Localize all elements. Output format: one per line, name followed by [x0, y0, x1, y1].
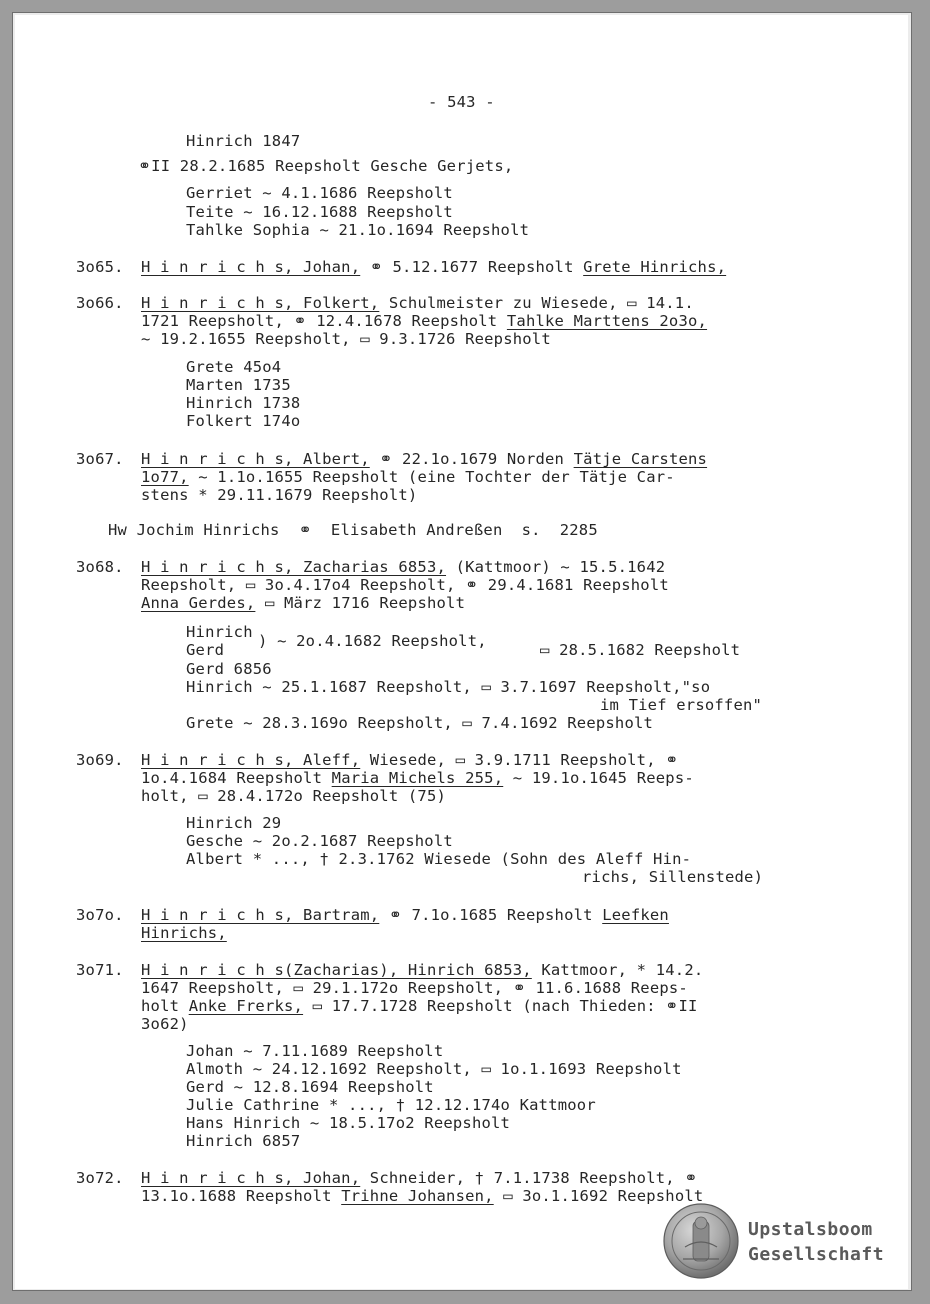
entry-3071-line2: 1647 Reepsholt, ▭ 29.1.172o Reepsholt, ⚭ 11.6.1688 Reeps- [141, 979, 688, 997]
child-line: Johan ~ 7.11.1689 Reepsholt [186, 1042, 444, 1060]
spouse-name: Leefken [602, 906, 669, 924]
child-line: Gesche ~ 2o.2.1687 Reepsholt [186, 832, 453, 850]
entry-number: 3o65. [76, 258, 124, 276]
hw-line: Hw Jochim Hinrichs ⚭ Elisabeth Andreßen s. 2285 [108, 521, 598, 539]
child-line: Hans Hinrich ~ 18.5.17o2 Reepsholt [186, 1114, 511, 1132]
person-name: H i n r i c h s, Johan, [141, 258, 361, 276]
entry-3066-line2: 1721 Reepsholt, ⚭ 12.4.1678 Reepsholt Tahlke Marttens 2o3o, [141, 312, 708, 330]
entry-number: 3o71. [76, 961, 124, 979]
entry-3069-line3: holt, ▭ 28.4.172o Reepsholt (75) [141, 787, 447, 805]
entry-3070-line1: H i n r i c h s, Bartram, ⚭ 7.1o.1685 Reepsholt Leefken [141, 906, 669, 924]
logo-text-line2: Gesellschaft [748, 1244, 885, 1265]
entry-3071-line3: holt Anke Frerks, ▭ 17.7.1728 Reepsholt (nach Thieden: ⚭II [141, 997, 698, 1015]
child-line: Almoth ~ 24.12.1692 Reepsholt, ▭ 1o.1.1693 Reepsholt [186, 1060, 682, 1078]
child-line: Hinrich [186, 623, 253, 641]
child-line: Hinrich ~ 25.1.1687 Reepsholt, ▭ 3.7.1697 Reepsholt,"so [186, 678, 711, 696]
entry-3070-line2: Hinrichs, [141, 924, 227, 942]
spouse-name: Trihne Johansen, [341, 1187, 494, 1205]
entry-number: 3o66. [76, 294, 124, 312]
child-line: Hinrich 6857 [186, 1132, 301, 1150]
person-name: H i n r i c h s, Albert, [141, 450, 370, 468]
child-line: Marten 1735 [186, 376, 291, 394]
entry-3065-line: H i n r i c h s, Johan, ⚭ 5.12.1677 Reepsholt Grete Hinrichs, [141, 258, 727, 276]
entry-3067-line2: 1o77, ~ 1.1o.1655 Reepsholt (eine Tochter der Tätje Car- [141, 468, 675, 486]
entry-3072-line2: 13.1o.1688 Reepsholt Trihne Johansen, ▭ 3o.1.1692 Reepsholt [141, 1187, 704, 1205]
child-line: Gerd 6856 [186, 660, 272, 678]
person-name: H i n r i c h s, Folkert, [141, 294, 380, 312]
spouse-name: Anna Gerdes, [141, 594, 256, 612]
child-baptism: ) ~ 2o.4.1682 Reepsholt, [258, 632, 487, 650]
entry-3067-line1: H i n r i c h s, Albert, ⚭ 22.1o.1679 Norden Tätje Carstens [141, 450, 708, 468]
entry-number: 3o7o. [76, 906, 124, 924]
child-line: Folkert 174o [186, 412, 301, 430]
child-line: Hinrich 1738 [186, 394, 301, 412]
page-number: - 543 - [428, 93, 495, 111]
spouse-name: Tätje Carstens [573, 450, 708, 468]
person-name: H i n r i c h s, Bartram, [141, 906, 380, 924]
child-line: Grete 45o4 [186, 358, 282, 376]
child-line-continued: im Tief ersoffen" [600, 696, 763, 714]
entry-3066-line1: H i n r i c h s, Folkert, Schulmeister zu Wiesede, ▭ 14.1. [141, 294, 694, 312]
child-line: Julie Cathrine * ..., † 12.12.174o Kattmoor [186, 1096, 596, 1114]
child-line: Gerd ~ 12.8.1694 Reepsholt [186, 1078, 434, 1096]
logo-text-line1: Upstalsboom [748, 1219, 873, 1240]
child-line: Hinrich 1847 [186, 132, 301, 150]
child-line: Gerd [186, 641, 225, 659]
person-name: H i n r i c h s, Aleff, [141, 751, 361, 769]
spouse-name: Grete Hinrichs, [583, 258, 727, 276]
child-line: Gerriet ~ 4.1.1686 Reepsholt [186, 184, 453, 202]
entry-number: 3o69. [76, 751, 124, 769]
entry-3068-line1: H i n r i c h s, Zacharias 6853, (Kattmoor) ~ 15.5.1642 [141, 558, 666, 576]
entry-3072-line1: H i n r i c h s, Johan, Schneider, † 7.1.1738 Reepsholt, ⚭ [141, 1169, 698, 1187]
child-burial: ▭ 28.5.1682 Reepsholt [540, 641, 741, 659]
spouse-name: Maria Michels 255, [331, 769, 504, 787]
entry-3066-line3: ~ 19.2.1655 Reepsholt, ▭ 9.3.1726 Reepsholt [141, 330, 551, 348]
child-line: Grete ~ 28.3.169o Reepsholt, ▭ 7.4.1692 Reepsholt [186, 714, 654, 732]
spouse-name: Tahlke Marttens 2o3o, [506, 312, 708, 330]
child-line: Hinrich 29 [186, 814, 282, 832]
entry-number: 3o68. [76, 558, 124, 576]
seal-icon [663, 1203, 739, 1279]
entry-number: 3o72. [76, 1169, 124, 1187]
marriage-line: ⚭II 28.2.1685 Reepsholt Gesche Gerjets, [138, 157, 514, 175]
person-name: H i n r i c h s, Zacharias 6853, [141, 558, 447, 576]
person-name: H i n r i c h s, Johan, [141, 1169, 361, 1187]
child-line-continued: richs, Sillenstede) [582, 868, 764, 886]
entry-3071-line1: H i n r i c h s(Zacharias), Hinrich 6853, Kattmoor, * 14.2. [141, 961, 704, 979]
entry-3067-line3: stens * 29.11.1679 Reepsholt) [141, 486, 418, 504]
entry-3069-line1: H i n r i c h s, Aleff, Wiesede, ▭ 3.9.1711 Reepsholt, ⚭ [141, 751, 679, 769]
entry-number: 3o67. [76, 450, 124, 468]
person-name: H i n r i c h s(Zacharias), Hinrich 6853, [141, 961, 532, 979]
entry-3071-line4: 3o62) [141, 1015, 189, 1033]
child-line: Teite ~ 16.12.1688 Reepsholt [186, 203, 453, 221]
entry-3069-line2: 1o.4.1684 Reepsholt Maria Michels 255, ~ 19.1o.1645 Reeps- [141, 769, 694, 787]
entry-3068-line3: Anna Gerdes, ▭ März 1716 Reepsholt [141, 594, 466, 612]
child-line: Albert * ..., † 2.3.1762 Wiesede (Sohn des Aleff Hin- [186, 850, 692, 868]
spouse-name: Anke Frerks, [188, 997, 304, 1015]
child-line: Tahlke Sophia ~ 21.1o.1694 Reepsholt [186, 221, 530, 239]
entry-3068-line2: Reepsholt, ▭ 3o.4.17o4 Reepsholt, ⚭ 29.4.1681 Reepsholt [141, 576, 669, 594]
